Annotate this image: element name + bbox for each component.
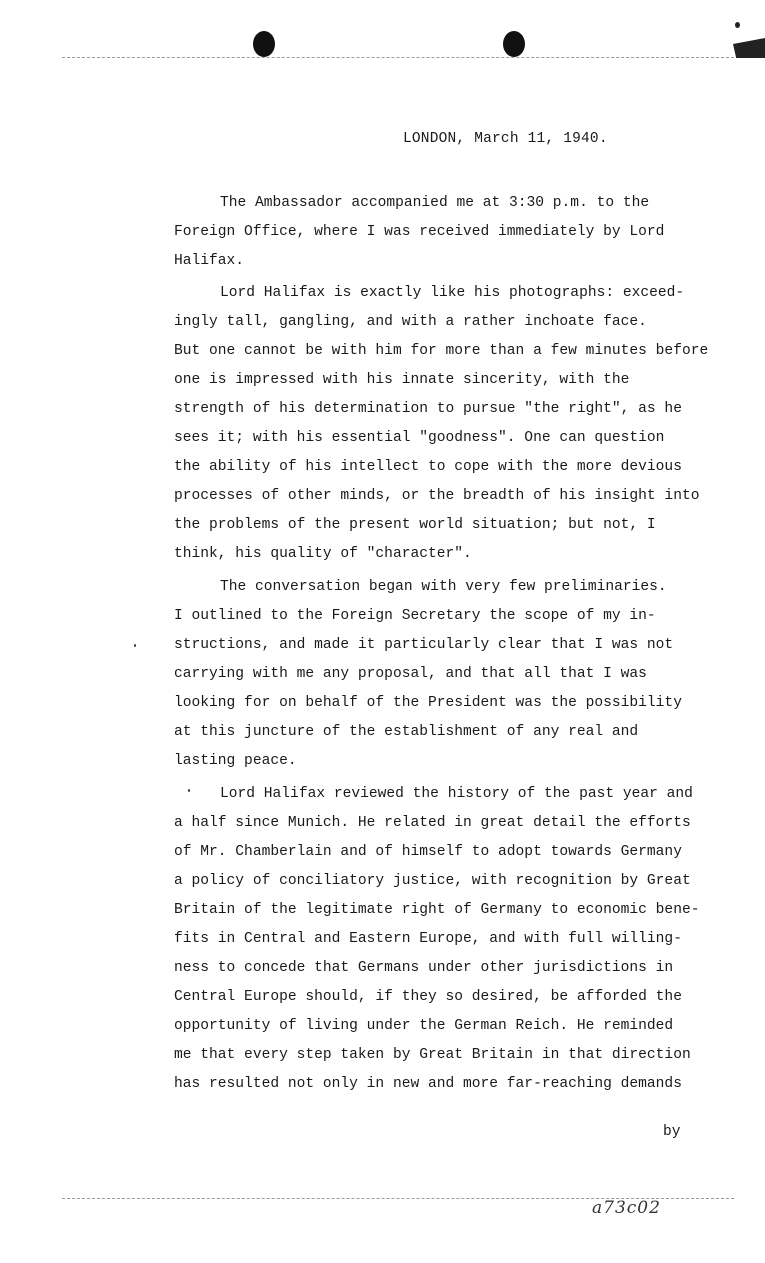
text-line: me that every step taken by Great Britain in that direction [174, 1047, 691, 1063]
text-line: think, his quality of "character". [174, 546, 472, 562]
margin-speck [188, 789, 190, 792]
margin-speck [134, 644, 136, 647]
punch-hole-left [253, 31, 275, 57]
text-line: I outlined to the Foreign Secretary the scope of my in- [174, 608, 656, 624]
text-line: a half since Munich. He related in great detail the efforts [174, 815, 691, 831]
text-line: Lord Halifax is exactly like his photographs: exceed- [220, 285, 685, 301]
text-line: Britain of the legitimate right of Germany to economic bene- [174, 902, 700, 918]
text-line: sees it; with his essential "goodness". One can question [174, 430, 665, 446]
text-line: a policy of conciliatory justice, with recognition by Great [174, 873, 691, 889]
text-line: at this juncture of the establishment of any real and [174, 724, 639, 740]
text-line: Lord Halifax reviewed the history of the past year and [220, 786, 693, 802]
top-right-edge-mark [733, 38, 765, 58]
catchword: by [663, 1124, 681, 1140]
text-line: has resulted not only in new and more far-reaching demands [174, 1076, 682, 1092]
text-line: fits in Central and Eastern Europe, and with full willing- [174, 931, 682, 947]
text-line: The Ambassador accompanied me at 3:30 p.m. to the [220, 195, 650, 211]
text-line: Foreign Office, where I was received immediately by Lord [174, 224, 665, 240]
text-line: opportunity of living under the German Reich. He reminded [174, 1018, 674, 1034]
text-line: one is impressed with his innate sincerity, with the [174, 372, 630, 388]
text-line: lasting peace. [174, 753, 297, 769]
text-line: the ability of his intellect to cope with the more devious [174, 459, 682, 475]
top-scan-line [62, 57, 734, 58]
date-heading: LONDON, March 11, 1940. [403, 131, 608, 147]
text-line: Central Europe should, if they so desired, be afforded the [174, 989, 682, 1005]
text-line: The conversation began with very few preliminaries. [220, 579, 667, 595]
text-line: of Mr. Chamberlain and of himself to adopt towards Germany [174, 844, 682, 860]
text-line: the problems of the present world situation; but not, I [174, 517, 656, 533]
text-line: ness to concede that Germans under other jurisdictions in [174, 960, 674, 976]
top-right-dot [735, 22, 740, 28]
text-line: Halifax. [174, 253, 245, 269]
handwritten-reference-number: a73c02 [592, 1198, 661, 1218]
text-line: structions, and made it particularly clear that I was not [174, 637, 674, 653]
text-line: processes of other minds, or the breadth of his insight into [174, 488, 700, 504]
text-line: strength of his determination to pursue "the right", as he [174, 401, 682, 417]
punch-hole-right [503, 31, 525, 57]
text-line: carrying with me any proposal, and that all that I was [174, 666, 647, 682]
text-line: looking for on behalf of the President was the possibility [174, 695, 682, 711]
text-line: ingly tall, gangling, and with a rather inchoate face. [174, 314, 647, 330]
text-line: But one cannot be with him for more than a few minutes before [174, 343, 709, 359]
